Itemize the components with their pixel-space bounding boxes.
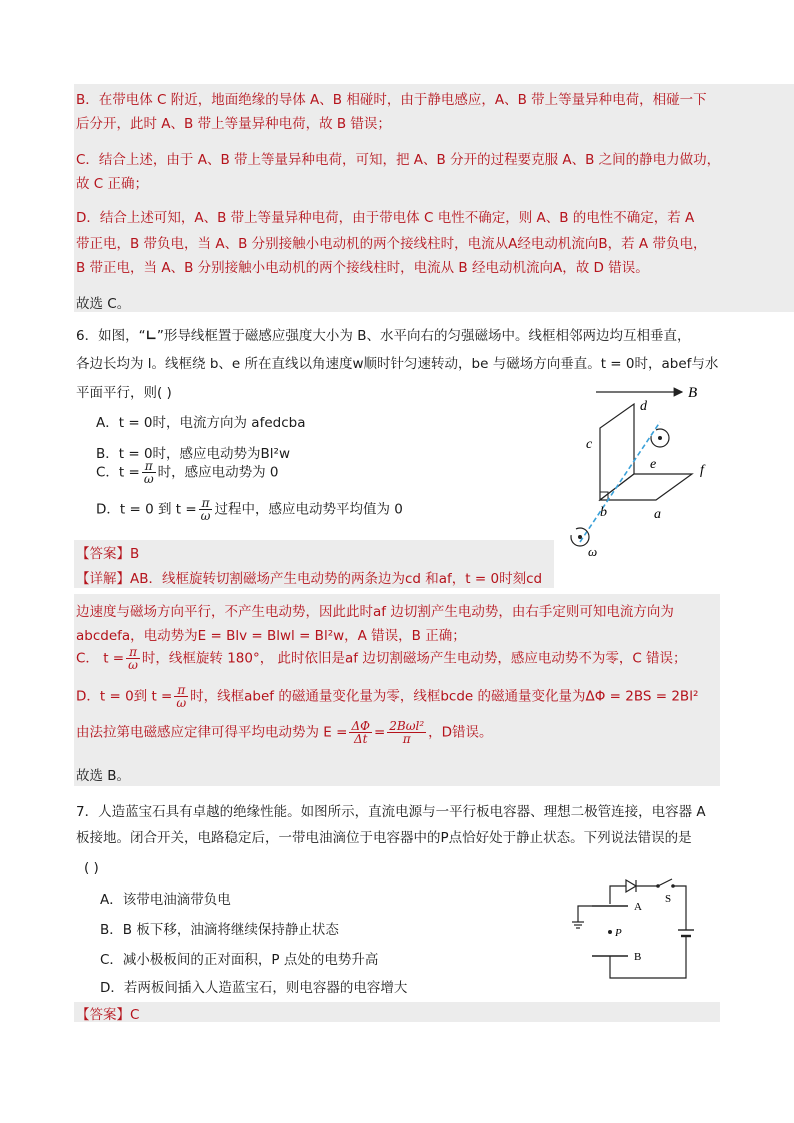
q6-detail-line5 bbox=[76, 684, 698, 709]
fraction-numerator: π bbox=[142, 460, 156, 473]
q6-option-c-prefix: C．t = bbox=[96, 464, 140, 481]
label-c: c bbox=[586, 437, 593, 452]
q6-detail-line1 bbox=[76, 567, 542, 587]
q6-detail6-suffix: ，D错误。 bbox=[428, 724, 493, 741]
fraction-denominator: Δt bbox=[353, 732, 368, 746]
q6-detail-text1: AB．线框旋转切割磁场产生电动势的两条边为cd 和af，t = 0时刻cd bbox=[130, 571, 543, 587]
fraction-denominator: π bbox=[402, 732, 411, 746]
label-omega: ω bbox=[588, 544, 598, 559]
q5-option-d-line1: D．结合上述可知，A、B 带上等量异种电荷，由于带电体 C 电性不确定，则 A、B 的电性不确定，若 A bbox=[76, 210, 695, 226]
label-B-plate: B bbox=[634, 951, 642, 963]
fraction-numerator: π bbox=[199, 497, 213, 510]
q6-option-d bbox=[96, 497, 403, 522]
q5-explanation-block bbox=[74, 84, 794, 312]
label-e: e bbox=[650, 457, 657, 472]
q6-option-c bbox=[96, 460, 279, 485]
label-B: B bbox=[688, 385, 698, 401]
q6-answer: 【答案】B bbox=[76, 546, 140, 562]
q6-stem-suffix: ”形导线框置于磁感应强度大小为 B、水平向右的匀强磁场中。线框相邻两边均互相垂直， bbox=[156, 328, 691, 344]
q6-conclusion: 故选 B。 bbox=[76, 768, 131, 784]
rotation-center-dot bbox=[658, 436, 662, 440]
q6-option-d-prefix: D．t = 0 到 t = bbox=[96, 501, 197, 518]
fraction-numerator: 2Bωl² bbox=[389, 719, 425, 733]
q6-detail5-suffix: 时，线框abef 的磁通量变化量为零，线框bcde 的磁通量变化量为ΔΦ = 2BS = 2Bl² bbox=[190, 688, 699, 705]
l-shape-icon: ∟ bbox=[145, 328, 157, 344]
pi-over-omega-fraction bbox=[142, 460, 156, 485]
label-f: f bbox=[700, 463, 704, 478]
fraction-denominator: ω bbox=[128, 658, 138, 672]
q6-stem-line1 bbox=[76, 324, 690, 344]
q5-option-d-line2: 带正电，B 带负电，当 A、B 分别接触小电动机的两个接线柱时，电流从A经电动机流向B，若 A 带负电， bbox=[76, 236, 707, 252]
q6-detail6-prefix: 由法拉第电磁感应定律可得平均电动势为 E = bbox=[76, 724, 348, 741]
two-b-omega-l-squared-over-pi-fraction bbox=[387, 720, 426, 745]
q6-detail-line2: 边速度与磁场方向平行，不产生电动势，因此此时af 边切割产生电动势，由右手定则可知电流方向为 bbox=[76, 604, 674, 620]
fraction-denominator: ω bbox=[200, 509, 211, 523]
label-a: a bbox=[654, 507, 661, 522]
label-P: P bbox=[615, 927, 622, 939]
label-b: b bbox=[600, 505, 607, 520]
q6-stem-line2: 各边长均为 l。线框绕 b、e 所在直线以角速度w顺时针匀速转动，be 与磁场方向垂直。t = 0时，abef与水 bbox=[76, 356, 719, 372]
q5-option-c-line2: 故 C 正确； bbox=[76, 176, 149, 192]
q6-detail-block bbox=[74, 594, 720, 786]
detail-label: 【详解】 bbox=[76, 571, 130, 587]
q7-stem-line3: ( ) bbox=[84, 860, 99, 876]
q6-detail-line6: 由法拉第电磁感应定律可得平均电动势为 E = $\frac{\Delta\Phi}{\Delta t}$ = $\frac{\text{2Bωl²}}{\pi}$ ，D错误。 bbox=[76, 719, 493, 746]
label-A: A bbox=[634, 901, 642, 913]
pi-over-omega-fraction bbox=[199, 497, 213, 522]
pi-over-omega-fraction bbox=[174, 684, 188, 709]
q5-option-c-line1: C．结合上述，由于 A、B 带上等量异种电荷，可知，把 A、B 分开的过程要克服 A、B 之间的静电力做功， bbox=[76, 152, 721, 168]
q6-rotating-frame-figure bbox=[560, 380, 730, 560]
q7-answer-block bbox=[74, 1002, 720, 1022]
q7-stem-line2: 板接地。闭合开关，电路稳定后，一带电油滴位于电容器中的P点恰好处于静止状态。下列说法错误的是 bbox=[76, 830, 692, 846]
q5-option-b-line1: B．在带电体 C 附近，地面绝缘的导体 A、B 相碰时，由于静电感应，A、B 带上等量异种电荷，相碰一下 bbox=[76, 92, 707, 108]
q6-stem-prefix: 6．如图，“ bbox=[76, 328, 146, 344]
q6-option-c-suffix: 时，感应电动势为 0 bbox=[157, 464, 279, 481]
fraction-numerator: π bbox=[174, 684, 188, 697]
q6-option-b: B．t = 0时，感应电动势为Bl²w bbox=[96, 446, 291, 462]
q6-option-a: A．t = 0时，电流方向为 afedcba bbox=[96, 415, 306, 431]
q6-option-d-suffix: 过程中，感应电动势平均值为 0 bbox=[214, 501, 403, 518]
delta-phi-over-delta-t-fraction bbox=[349, 720, 372, 745]
q5-conclusion: 故选 C。 bbox=[76, 296, 131, 312]
q5-option-d-line3: B 带正电，当 A、B 分别接触小电动机的两个接线柱时，电流从 B 经电动机流向A，故 D 错误。 bbox=[76, 260, 649, 276]
q7-option-b: B．B 板下移，油滴将继续保持静止状态 bbox=[100, 922, 339, 938]
q6-detail5-prefix: D．t = 0到 t = bbox=[76, 688, 173, 705]
fraction-numerator: π bbox=[126, 646, 140, 659]
q7-option-c: C．减小极板间的正对面积，P 点处的电势升高 bbox=[100, 952, 379, 968]
q7-option-d: D．若两板间插入人造蓝宝石，则电容器的电容增大 bbox=[100, 980, 408, 996]
ground-wire bbox=[578, 906, 592, 922]
wire-top-left bbox=[610, 886, 626, 904]
label-d: d bbox=[640, 399, 647, 414]
q7-option-a: A．该带电油滴带负电 bbox=[100, 892, 231, 908]
rotation-center-dot bbox=[578, 535, 582, 539]
label-S: S bbox=[665, 893, 672, 905]
fraction-denominator: ω bbox=[176, 696, 187, 710]
q6-stem-line3: 平面平行，则( ) bbox=[76, 385, 172, 401]
wire-top-right bbox=[673, 886, 686, 930]
q6-detail4-prefix: C． t = bbox=[76, 650, 125, 667]
q6-answer-block bbox=[74, 540, 554, 588]
q7-capacitor-circuit-figure bbox=[570, 876, 710, 988]
point-P-dot bbox=[608, 930, 612, 934]
wire-bottom bbox=[610, 936, 686, 978]
q6-detail4-suffix: 时，线框旋转 180°， 此时依旧是af 边切割磁场产生电动势，感应电动势不为零，C 错误； bbox=[141, 650, 687, 667]
q6-detail-line3: abcdefa，电动势为E = Blv = Blwl = Bl²w，A 错误，B 正确； bbox=[76, 628, 466, 644]
diode-icon bbox=[626, 880, 636, 892]
q6-detail-line4 bbox=[76, 646, 687, 671]
q7-answer: 【答案】C bbox=[76, 1007, 140, 1023]
q5-option-b-line2: 后分开，此时 A、B 带上等量异种电荷，故 B 错误； bbox=[76, 116, 391, 132]
pi-over-omega-fraction bbox=[126, 646, 140, 671]
fraction-numerator: ΔΦ bbox=[351, 719, 370, 733]
q7-stem-line1: 7．人造蓝宝石具有卓越的绝缘性能。如图所示，直流电源与一平行板电容器、理想二极管连接，电容器 A bbox=[76, 804, 706, 820]
fraction-denominator: ω bbox=[143, 472, 154, 486]
switch-icon bbox=[658, 879, 672, 886]
